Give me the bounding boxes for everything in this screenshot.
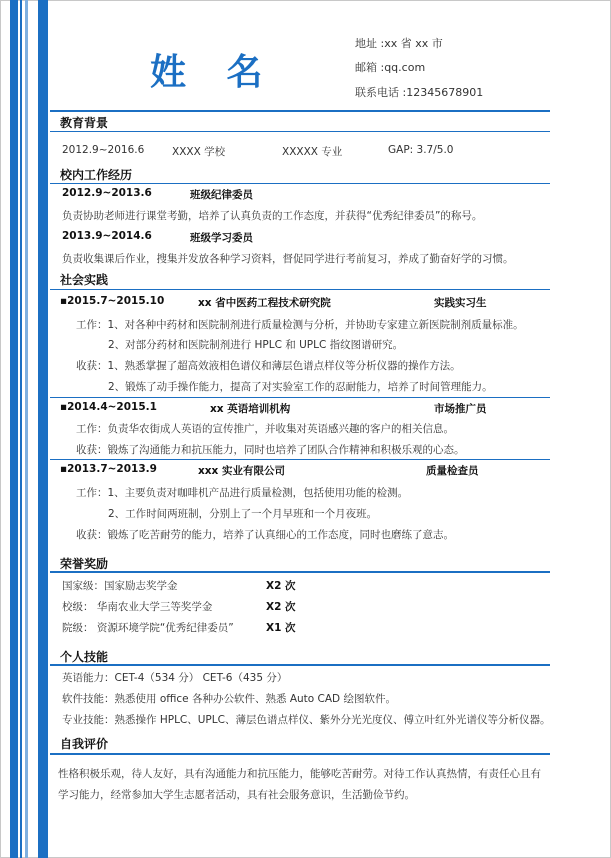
practice-line: 2、锻炼了动手操作能力，提高了对实验室工作的忍耐能力，培养了时间管理能力。	[108, 381, 493, 393]
self-line: 性格积极乐观，待人友好，具有沟通能力和抗压能力，能够吃苦耐劳。对待工作认真热情，有责任心且有	[58, 768, 541, 780]
section-rule	[50, 571, 550, 573]
left-stripe-thin	[20, 0, 22, 858]
section-rule	[50, 110, 550, 112]
item-rule	[50, 397, 550, 398]
contact-email: 邮箱 :qq.com	[355, 61, 426, 74]
skill-line: 软件技能：熟悉使用 office 各种办公软件、熟悉 Auto CAD 绘图软件。	[62, 693, 396, 705]
education-title: 教育背景	[60, 116, 109, 130]
practice-title: 社会实践	[60, 273, 109, 287]
section-rule	[50, 183, 550, 184]
campus-title: 校内工作经历	[60, 168, 133, 182]
item-rule	[50, 459, 550, 460]
practice-org: xx 省中医药工程技术研究院	[198, 297, 331, 309]
practice-line: 工作：1、主要负责对咖啡机产品进行质量检测，包括使用功能的检测。	[76, 487, 409, 499]
practice-line: 收获：锻炼了沟通能力和抗压能力，同时也培养了团队合作精神和积极乐观的心态。	[76, 444, 465, 456]
award-level: 校级： 华南农业大学三等奖学金	[62, 601, 213, 613]
practice-line: 收获：锻炼了吃苦耐劳的能力，培养了认真细心的工作态度，同时也磨练了意志。	[76, 529, 454, 541]
award-count: X2 次	[266, 580, 296, 592]
practice-line: 2、工作时间两班制，分别上了一个月早班和一个月夜班。	[108, 508, 378, 520]
campus-role: 班级纪律委员	[190, 189, 253, 201]
skills-title: 个人技能	[60, 650, 109, 664]
practice-line: 2、对部分药材和医院制剂进行 HPLC 和 UPLC 指纹图谱研究。	[108, 339, 404, 351]
campus-period: 2013.9~2014.6	[62, 230, 152, 242]
skill-line: 英语能力：CET-4（534 分） CET-6（435 分）	[62, 672, 288, 684]
awards-title: 荣誉奖励	[60, 557, 109, 571]
award-count: X2 次	[266, 601, 296, 613]
left-stripe-light	[25, 0, 28, 858]
award-count: X1 次	[266, 622, 296, 634]
practice-period: ▪2013.7~2013.9	[60, 463, 157, 475]
contact-phone: 联系电话 :12345678901	[355, 86, 484, 99]
practice-line: 工作：1、对各种中药材和医院制剂进行质量检测与分析，并协助专家建立新医院制剂质量标准。	[76, 319, 524, 331]
education-period: 2012.9~2016.6	[62, 144, 145, 156]
practice-line: 收获：1、熟悉掌握了超高效液相色谱仪和薄层色谱点样仪等分析仪器的操作方法。	[76, 360, 461, 372]
section-rule	[50, 131, 550, 132]
practice-line: 工作：负责华农街成人英语的宣传推广，并收集对英语感兴趣的客户的相关信息。	[76, 423, 454, 435]
resume-name: 姓 名	[150, 52, 277, 93]
practice-role: 市场推广员	[434, 403, 487, 415]
campus-role: 班级学习委员	[190, 232, 253, 244]
self-title: 自我评价	[60, 737, 109, 751]
section-rule	[50, 753, 550, 755]
practice-role: 质量检查员	[426, 465, 479, 477]
practice-org: xx 英语培训机构	[210, 403, 291, 415]
contact-address: 地址 :xx 省 xx 市	[355, 37, 443, 50]
education-major: XXXXX 专业	[282, 146, 343, 158]
practice-period: ▪2014.4~2015.1	[60, 401, 157, 413]
campus-desc: 负责收集课后作业，搜集并发放各种学习资料，督促同学进行考前复习，养成了勤奋好学的习惯。	[62, 253, 514, 265]
campus-desc: 负责协助老师进行课堂考勤，培养了认真负责的工作态度，并获得“优秀纪律委员”的称号。	[62, 210, 483, 222]
practice-period: ▪2015.7~2015.10	[60, 295, 165, 307]
education-gpa: GAP: 3.7/5.0	[388, 144, 454, 156]
award-level: 院级： 资源环境学院“优秀纪律委员”	[62, 622, 234, 634]
section-rule	[50, 664, 550, 666]
award-level: 国家级：国家励志奖学金	[62, 580, 178, 592]
skill-line: 专业技能：熟悉操作 HPLC、UPLC、薄层色谱点样仪、紫外分光光度仪、傅立叶红外光谱仪等分析仪器。	[62, 714, 551, 726]
practice-role: 实践实习生	[434, 297, 487, 309]
practice-org: xxx 实业有限公司	[198, 465, 285, 477]
left-stripe-wide	[38, 0, 48, 858]
left-stripe	[10, 0, 18, 858]
self-line: 学习能力，经常参加大学生志愿者活动，具有社会服务意识，生活勤俭节约。	[58, 789, 415, 801]
campus-period: 2012.9~2013.6	[62, 187, 152, 199]
section-rule	[50, 289, 550, 290]
education-school: XXXX 学校	[172, 146, 226, 158]
